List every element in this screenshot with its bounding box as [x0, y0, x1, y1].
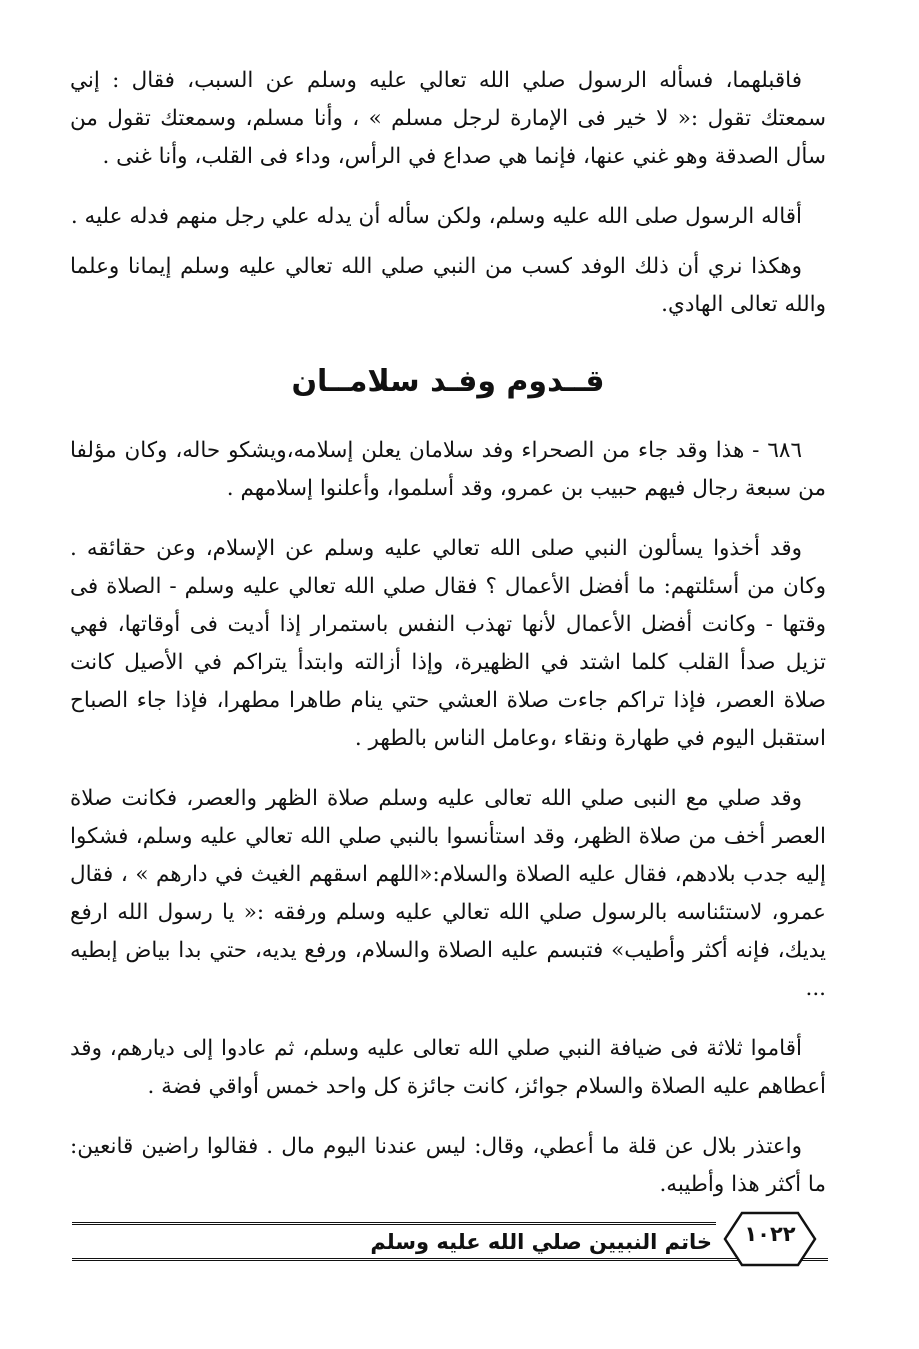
- paragraph-6: وقد صلي مع النبى صلي الله تعالى عليه وسلم صلاة الظهر والعصر، فكانت صلاة العصر أخف من صلاة الظهر، وقد استأنسوا بالنبي صلي الله تعالي عليه وسلم، فشكوا إليه جدب بلادهم، فقال عليه الصلاة والسلام:«اللهم اسقهم الغيث في دارهم » ، فقال عمرو، لاستئناسه بالرسول صلي الله تعالي عليه وسلم ورفقه :« يا رسول الله ارفع يديك، فإنه أكثر وأطيب» فتبسم عليه الصلاة والسلام، ورفع يديه، حتي بدا بياض إبطيه ...: [70, 786, 826, 1001]
- paragraph-7: أقاموا ثلاثة فى ضيافة النبي صلي الله تعالى عليه وسلم، ثم عادوا إلى ديارهم، وقد أعطاهم عليه الصلاة والسلام جوائز، كانت جائزة كل واحد خمس أواقي فضة .: [70, 1036, 826, 1099]
- section-heading: قــدوم وفـد سلامــان: [291, 364, 605, 399]
- paragraph-2: أقاله الرسول صلى الله عليه وسلم، ولكن سأله أن يدله علي رجل منهم فدله عليه .: [70, 204, 802, 229]
- page-footer: [72, 1210, 828, 1270]
- paragraph-1: فاقبلهما، فسأله الرسول صلي الله تعالي عليه وسلم عن السبب، فقال : إني سمعتك تقول :« لا خير فى الإمارة لرجل مسلم » ، وأنا مسلم، وسمعتك تقول من سأل الصدقة وهو غني عنها، فإنما هي صداع في الرأس، وداء فى القلب، وأنا غنى .: [70, 68, 826, 169]
- paragraph-3: وهكذا نري أن ذلك الوفد كسب من النبي صلي الله تعالي عليه وسلم إيمانا وعلما والله تعالى الهادي.: [70, 254, 826, 317]
- paragraph-5: وقد أخذوا يسألون النبي صلى الله تعالي عليه وسلم عن الإسلام، وعن حقائقه . وكان من أسئلتهم: ما أفضل الأعمال ؟ فقال صلي الله تعالي عليه وسلم - الصلاة فى وقتها - وكانت أفضل الأعمال لأنها تهذب النفس باستمرار إذا أديت فى أوقاتها، فهي تزيل صدأ القلب كلما اشتد في الظهيرة، وإذا أزالته وابتدأ يتراكم في الأصيل كانت صلاة العصر، فإذا تراكم جاءت صلاة العشي حتي ينام طاهرا مطهرا، فإذا جاء الصباح استقبل اليوم في طهارة ونقاء ،وعامل الناس بالطهر .: [70, 536, 826, 751]
- page-body: [70, 62, 826, 1226]
- paragraph-8: واعتذر بلال عن قلة ما أعطي، وقال: ليس عندنا اليوم مال . فقالوا راضين قانعين: ما أكثر هذا وأطيبه.: [70, 1134, 826, 1197]
- footer-rule-top: [72, 1222, 716, 1230]
- page-number-badge: [722, 1210, 818, 1268]
- paragraph-4: ٦٨٦ - هذا وقد جاء من الصحراء وفد سلامان يعلن إسلامه،ويشكو حاله، وكان مؤلفا من سبعة رجال فيهم حبيب بن عمرو، وقد أسلموا، وأعلنوا إسلامهم .: [70, 438, 826, 501]
- page-number: ١٠٢٢: [744, 1222, 796, 1246]
- footer-rule-bottom: [72, 1258, 828, 1266]
- book-title: خاتم النبيين صلي الله عليه وسلم: [370, 1230, 712, 1254]
